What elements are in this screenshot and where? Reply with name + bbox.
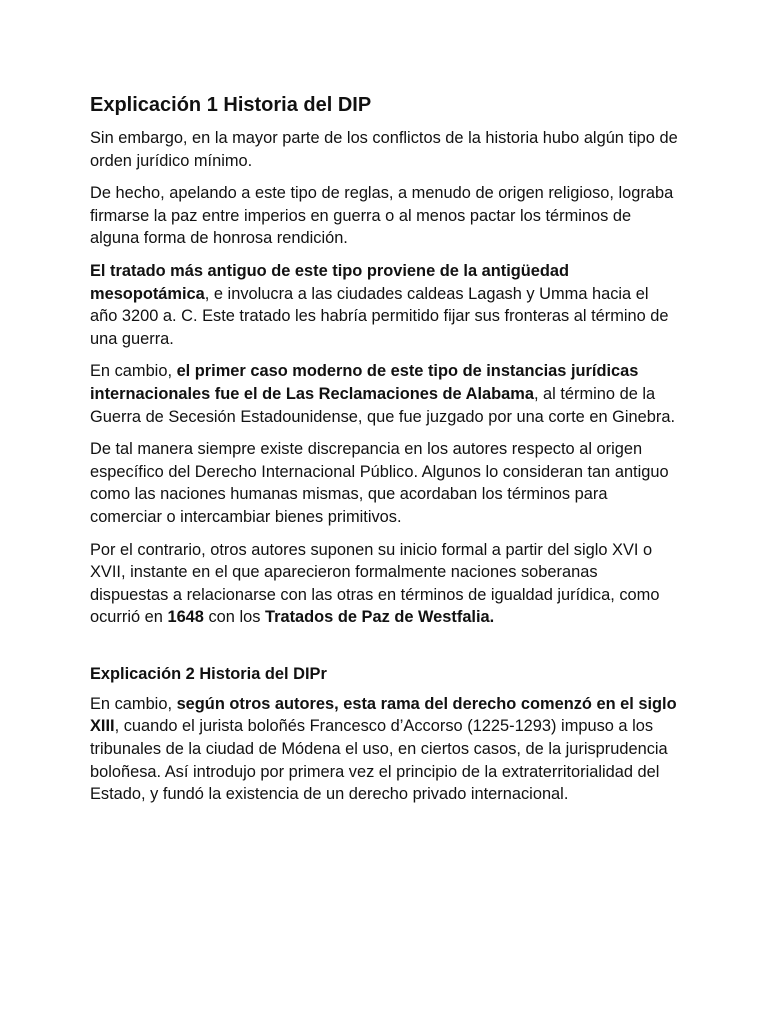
section1-title: Explicación 1 Historia del DIP xyxy=(90,94,372,116)
section-spacer xyxy=(90,639,678,663)
section1-paragraph-5: De tal manera siempre existe discrepancia en los autores respecto al origen específico del Derecho Internacional Público. Algunos lo consideran tan antiguo como las naciones humanas mismas, que acordaban los términos para comerciar o intercambiar bienes primitivos. xyxy=(90,440,669,526)
section1-paragraph-2: De hecho, apelando a este tipo de reglas, a menudo de origen religioso, lograba firmarse la paz entre imperios en guerra o al menos pactar los términos de alguna forma de honrosa rendición. xyxy=(90,184,674,248)
section1-paragraph-4 xyxy=(90,360,678,428)
section1-paragraph-4-start: En cambio, xyxy=(90,362,177,381)
section2-paragraph-1-bold: según otros autores, esta rama del derecho comenzó en el siglo XIII xyxy=(90,694,677,736)
section1-paragraph-6-bold: Tratados de Paz de Westfalia. xyxy=(264,608,495,627)
section1-paragraph-4-rest: , al término de la Guerra de Secesión Estadounidense, que fue juzgado por una corte en Ginebra. xyxy=(90,384,675,426)
section2-paragraph-1-start: En cambio, xyxy=(90,694,177,713)
section1-paragraph-4-bold: el primer caso moderno de este tipo de instancias jurídicas internacionales fue el de Las Reclamaciones de Alabama xyxy=(90,362,639,403)
section1-paragraph-6-start: Por el contrario, otros autores suponen su inicio formal a partir del siglo XVI o XVII, instante en el que aparecieron formalmente naciones soberanas dispuestas a relacionarse con las otras en términos de igualdad jurídica, como ocurrió en xyxy=(90,540,660,627)
section2-paragraph-1 xyxy=(90,693,678,806)
section1-paragraph-3 xyxy=(90,260,678,350)
section1-paragraph-3-rest: , e involucra a las ciudades caldeas Lagash y Umma hacia el año 3200 a. C. Este tratado les habría permitido fijar sus fronteras al término de una guerra. xyxy=(90,284,669,348)
section2-title: Explicación 2 Historia del DIPr xyxy=(90,664,327,683)
section1-paragraph-6-year: 1648 xyxy=(167,608,204,627)
section1-paragraph-6-mid: con los xyxy=(203,608,265,627)
section1-paragraph-1: Sin embargo, en la mayor parte de los conflictos de la historia hubo algún tipo de orden jurídico mínimo. xyxy=(90,129,678,170)
section1-paragraph-6 xyxy=(90,539,678,629)
section1-paragraph-3-bold: El tratado más antiguo de este tipo proviene de la antigüedad mesopotámica xyxy=(90,261,570,303)
section2-paragraph-1-rest: , cuando el jurista boloñés Francesco d’Accorso (1225-1293) impuso a los tribunales de la ciudad de Módena el uso, en ciertos casos, de la jurisprudencia boloñesa. Así introdujo por primera vez el principio de la extraterritorialidad del Estado, y fundó la existencia de un derecho privado internacional. xyxy=(90,717,668,804)
